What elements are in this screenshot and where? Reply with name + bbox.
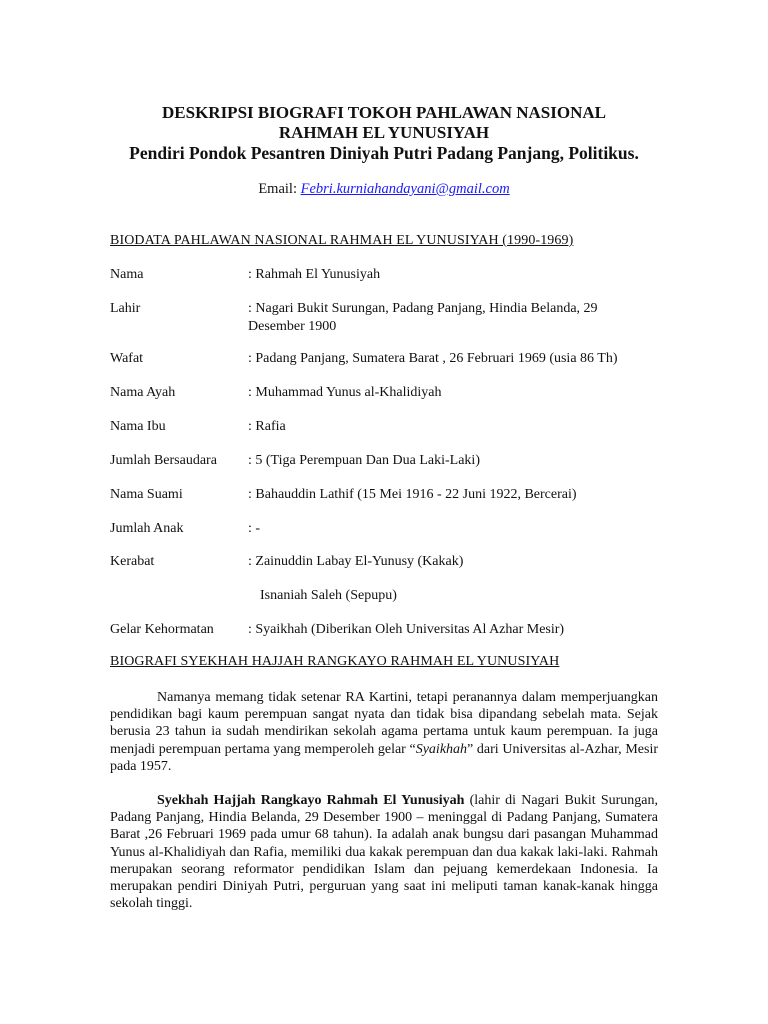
row-label: Nama Ibu xyxy=(110,419,166,434)
row-value: : Muhammad Yunus al-Khalidiyah xyxy=(248,385,442,400)
paragraph-text: ” dari Universitas al-Azhar, Mesir pada 1957. xyxy=(110,741,658,774)
paragraph-bold-name: Syekhah Hajjah Rangkayo Rahmah El Yunusiyah xyxy=(157,793,465,808)
row-value: : Syaikhah (Diberikan Oleh Universitas Al Azhar Mesir) xyxy=(248,622,565,637)
biografi-paragraph-1 xyxy=(110,689,658,775)
row-value: : - xyxy=(248,521,261,536)
row-value: Isnaniah Saleh (Sepupu) xyxy=(260,588,397,603)
email-line xyxy=(0,181,768,198)
row-value: : Nagari Bukit Surungan, Padang Panjang, Hindia Belanda, 29 Desember 1900 xyxy=(248,301,598,334)
row-value: : 5 (Tiga Perempuan Dan Dua Laki-Laki) xyxy=(248,453,480,468)
paragraph-italic-term: Syaikhah xyxy=(415,741,468,757)
email-link[interactable]: Febri.kurniahandayani@gmail.com xyxy=(300,181,510,197)
row-label: Lahir xyxy=(110,301,141,316)
email-label: Email: xyxy=(258,181,301,197)
row-label: Kerabat xyxy=(110,554,155,569)
row-value: : Rahmah El Yunusiyah xyxy=(248,267,381,282)
biografi-heading: BIOGRAFI SYEKHAH HAJJAH RANGKAYO RAHMAH EL YUNUSIYAH xyxy=(110,654,560,669)
row-label: Jumlah Anak xyxy=(110,521,184,536)
row-label: Gelar Kehormatan xyxy=(110,622,214,637)
row-label: Jumlah Bersaudara xyxy=(110,453,217,468)
paragraph-text: (lahir di Nagari Bukit Surungan, Padang Panjang, Hindia Belanda, 29 Desember 1900 – meninggal di Padang Panjang, Sumatera Barat ,26 Februari 1969 pada umur 68 tahun). Ia adalah anak bungsu dari pasangan Muhammad Yunus al-Khalidiyah dan Rafia, memiliki dua kakak perempuan dan dua kakak laki-laki. Rahmah merupakan seorang reformator pendidikan Islam dan pejuang kemerdekaan Indonesia. Ia merupakan pendiri Diniyah Putri, perguruan yang saat ini meliputi taman kanak-kanak hingga sekolah tinggi. xyxy=(110,793,659,912)
paragraph-text: Namanya memang tidak setenar RA Kartini, tetapi peranannya dalam memperjuangkan pendidikan bagi kaum perempuan sangat nyata dan tidak bisa dipandang sebelah mata. Sejak berusia 23 tahun ia sudah mendirikan sekolah agama pertama untuk kaum perempuan. Ia juga menjadi perempuan pertama yang memperoleh gelar “ xyxy=(110,690,658,757)
title-line-2: RAHMAH EL YUNUSIYAH xyxy=(278,123,490,142)
document-subtitle: Pendiri Pondok Pesantren Diniyah Putri Padang Panjang, Politikus. xyxy=(129,143,639,163)
row-label: Nama Ayah xyxy=(110,385,176,400)
row-value: : Rafia xyxy=(248,419,286,434)
row-value: : Zainuddin Labay El-Yunusy (Kakak) xyxy=(248,554,464,569)
row-value: : Padang Panjang, Sumatera Barat , 26 Februari 1969 (usia 86 Th) xyxy=(248,351,618,366)
row-label: Nama xyxy=(110,267,144,282)
row-label: Wafat xyxy=(110,351,144,366)
biodata-heading: BIODATA PAHLAWAN NASIONAL RAHMAH EL YUNUSIYAH (1990-1969) xyxy=(110,233,574,248)
document-title xyxy=(0,103,768,163)
row-value: : Bahauddin Lathif (15 Mei 1916 - 22 Juni 1922, Bercerai) xyxy=(248,487,577,502)
biografi-paragraph-2 xyxy=(110,792,658,912)
row-label: Nama Suami xyxy=(110,487,183,502)
title-line-1: DESKRIPSI BIOGRAFI TOKOH PAHLAWAN NASIONAL xyxy=(162,103,606,122)
